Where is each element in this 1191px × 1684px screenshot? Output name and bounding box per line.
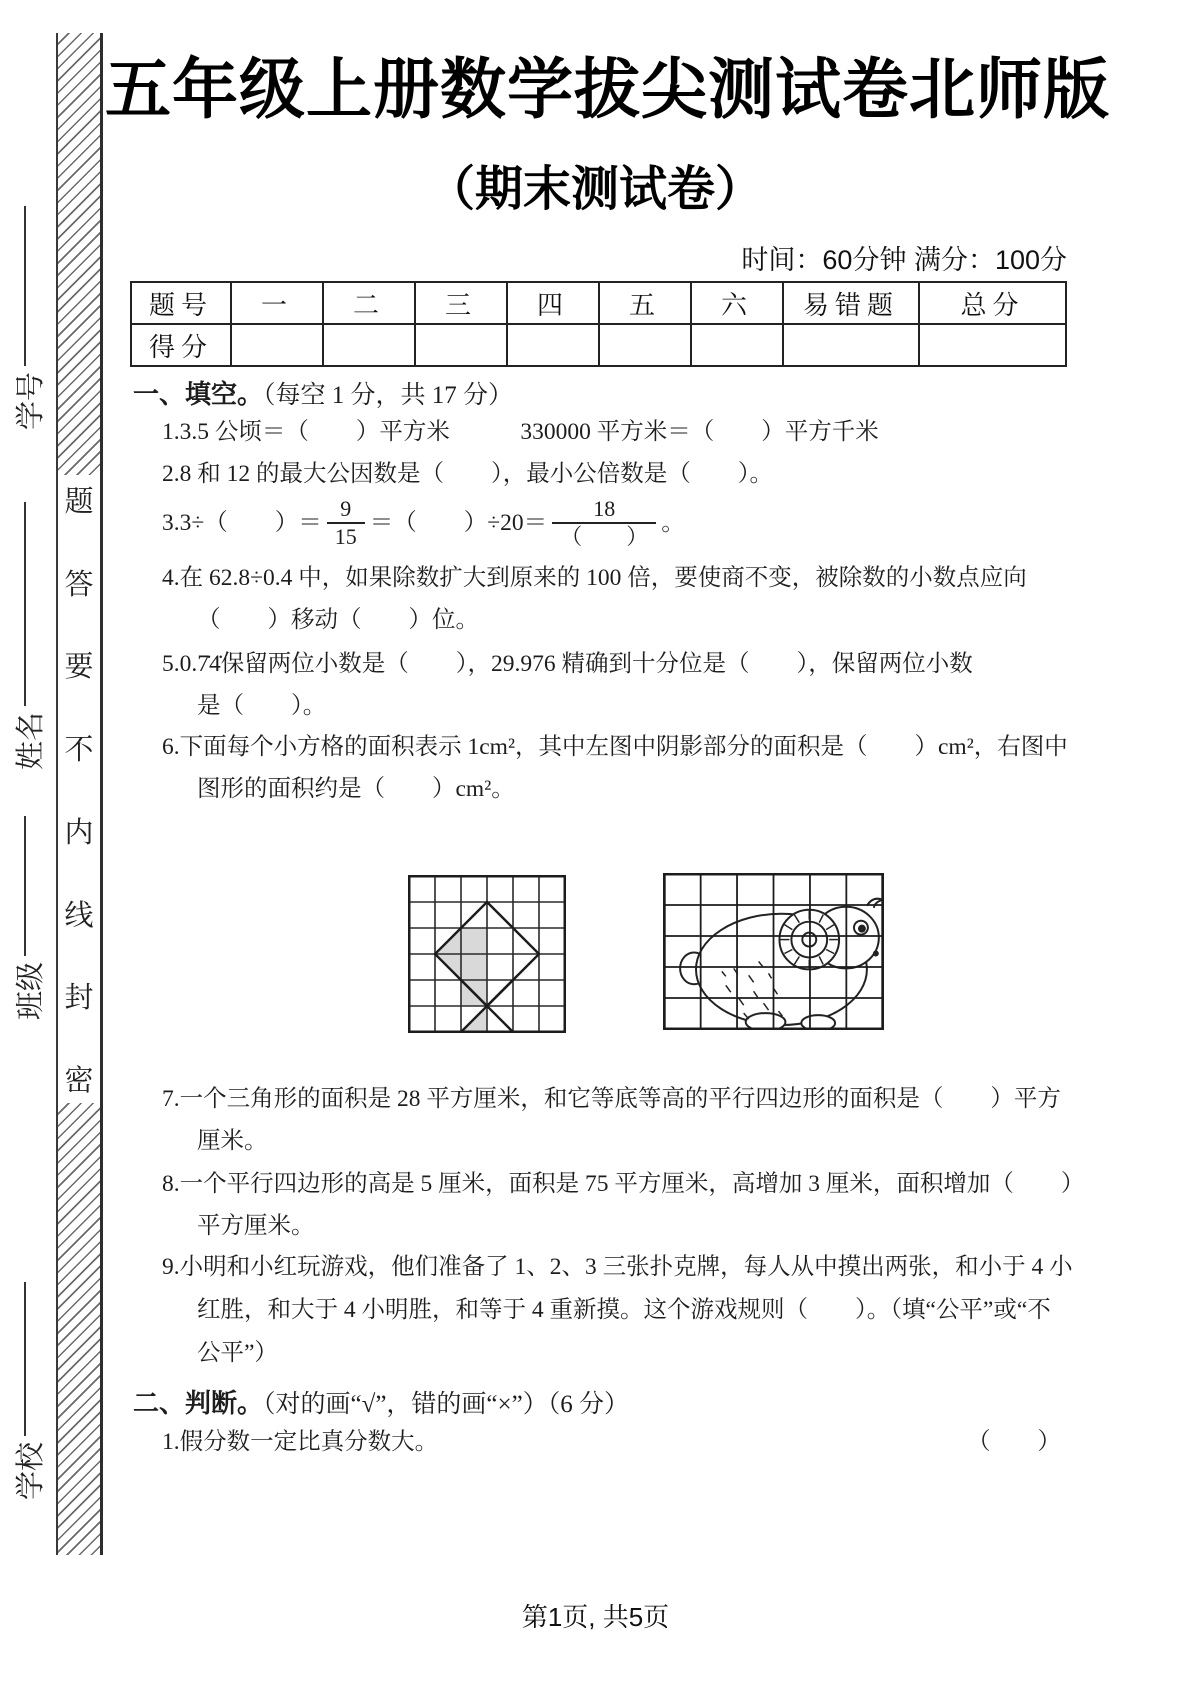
judge-question-1: 1.假分数一定比真分数大。 (162, 1429, 439, 1455)
class-field (8, 814, 48, 1020)
score-col-header: 三 (415, 282, 507, 324)
score-cell-empty (323, 324, 415, 366)
shaded-diamond-grid-figure (408, 875, 566, 1033)
score-cell-empty (507, 324, 599, 366)
question-3-suffix: 。 (661, 509, 685, 536)
question-9-line3: 公平”） (197, 1340, 278, 1366)
fraction-numerator: 18 (593, 496, 616, 521)
seal-char: 封 (64, 982, 94, 1015)
question-2: 2.8 和 12 的最大公因数是（ ），最小公倍数是（ ）。 (162, 461, 773, 487)
seal-char: 不 (64, 734, 94, 767)
ram-foot (746, 1013, 786, 1030)
seal-line-text (58, 475, 100, 1103)
fraction-denominator: （ ） (552, 522, 656, 550)
seal-hatching-bottom (58, 1103, 100, 1555)
page-title: 五年级上册数学拔尖测试卷北师版 (105, 52, 1110, 126)
question-1: 1.3.5 公顷＝（ ）平方米 330000 平方米＝（ ）平方千米 (162, 419, 879, 445)
score-row-label: 得分 (131, 324, 231, 366)
seal-line-strip (56, 33, 103, 1555)
section-1-note: （每空 1 分，共 17 分） (263, 382, 514, 409)
section-2-title: 二、判断。 (133, 1389, 264, 1418)
ram-grid-figure (663, 873, 884, 1030)
score-col-header: 五 (599, 282, 691, 324)
fraction-18-blank (552, 496, 656, 551)
page-subtitle: （期末测试卷） (426, 163, 763, 216)
score-col-header: 六 (691, 282, 783, 324)
school-blank-line (23, 1282, 26, 1436)
question-8-line2: 平方厘米。 (197, 1213, 315, 1239)
score-cell-empty (783, 324, 919, 366)
judge-question-1-answer-blank: （ ） (967, 1429, 1061, 1455)
question-7-line2: 厘米。 (197, 1128, 268, 1154)
question-4-line1: 4.在 62.8÷0.4 中，如果除数扩大到原来的 100 倍，要使商不变，被除数的小数点应向 (162, 565, 1027, 591)
school-field (8, 1280, 48, 1500)
score-cell-empty (919, 324, 1066, 366)
ram-nose (874, 952, 878, 956)
score-col-header: 二 (323, 282, 415, 324)
question-3-middle: ＝（ ）÷20＝ (369, 509, 548, 536)
score-col-header: 四 (507, 282, 599, 324)
seal-char: 线 (64, 899, 94, 932)
paper-content (105, 0, 1110, 1684)
seal-char: 答 (64, 568, 94, 601)
question-9-line1: 9.小明和小红玩游戏，他们准备了 1、2、3 三张扑克牌，每人从中摸出两张，和小于 4 小 (162, 1254, 1073, 1280)
student-number-label: 学号 (14, 371, 47, 430)
question-5-line2: 是（ ）。 (197, 693, 327, 719)
score-table (130, 281, 1067, 367)
question-9-line2: 红胜，和大于 4 小明胜，和等于 4 重新摸。这个游戏规则（ ）。（填“公平”或“不 (197, 1297, 1051, 1323)
section-1-heading (133, 374, 513, 411)
question-6-line2: 图形的面积约是（ ）cm²。 (197, 776, 515, 802)
section-1-title: 一、填空。 (133, 380, 264, 409)
name-field (8, 500, 48, 770)
score-col-header: 易错题 (783, 282, 919, 324)
seal-char: 要 (64, 651, 94, 684)
question-3-prefix: 3.3÷（ ）＝ (162, 509, 322, 536)
seal-char: 内 (64, 816, 94, 849)
score-table-score-row (131, 324, 1066, 366)
score-table-header-row (131, 282, 1066, 324)
section-2-note: （对的画“√”，错的画“×”）（6 分） (263, 1391, 629, 1418)
seal-hatching-top (58, 33, 100, 475)
score-col-header: 一 (231, 282, 323, 324)
school-label: 学校 (14, 1441, 47, 1500)
seal-char: 密 (64, 1064, 94, 1097)
fraction-9-15 (327, 496, 365, 551)
score-cell-empty (231, 324, 323, 366)
section-2-heading (133, 1383, 629, 1420)
score-cell-empty (691, 324, 783, 366)
question-6-line1: 6.下面每个小方格的面积表示 1cm²，其中左图中阴影部分的面积是（ ）cm²，右图中 (162, 734, 1068, 760)
score-col-header: 总分 (919, 282, 1066, 324)
fraction-denominator: 15 (327, 522, 365, 550)
score-cell-empty (599, 324, 691, 366)
question-7-line1: 7.一个三角形的面积是 28 平方厘米，和它等底等高的平行四边形的面积是（ ）平方 (162, 1086, 1061, 1112)
ram-pupil (859, 926, 865, 932)
question-4-line2: （ ）移动（ ）位。 (197, 607, 479, 633)
student-number-blank-line (23, 206, 26, 366)
score-col-header: 题号 (131, 282, 231, 324)
class-label: 班级 (14, 961, 47, 1020)
question-8-line1: 8.一个平行四边形的高是 5 厘米，面积是 75 平方厘米，高增加 3 厘米，面积增加（ ） (162, 1171, 1085, 1197)
class-blank-line (23, 816, 26, 956)
question-3 (162, 496, 685, 551)
seal-char: 题 (64, 486, 94, 518)
page-footer: 第1页, 共5页 (521, 1602, 670, 1632)
exam-meta: 时间：60分钟 满分：100分 (741, 245, 1067, 275)
name-blank-line (23, 502, 26, 706)
name-label: 姓名 (14, 711, 47, 770)
student-number-field (8, 204, 48, 430)
question-5-line1: 5.0.7̇4̇保留两位小数是（ ），29.976 精确到十分位是（ ），保留两位小数 (162, 651, 973, 677)
score-cell-empty (415, 324, 507, 366)
fraction-numerator: 9 (340, 496, 352, 521)
